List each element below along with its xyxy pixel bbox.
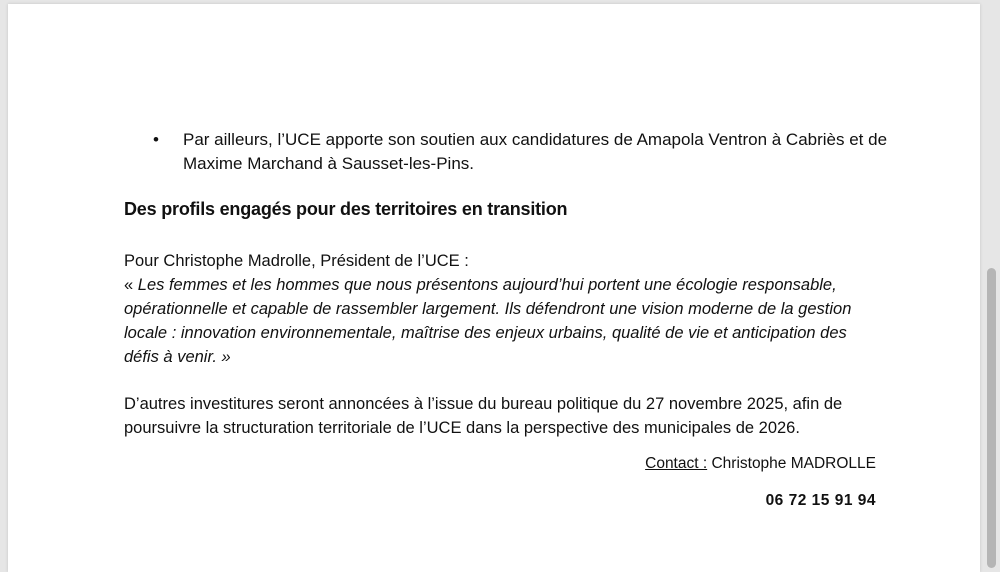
contact-label: Contact : [645,455,708,472]
contact-name: Christophe MADROLLE [707,455,876,472]
contact-phone: 06 72 15 91 94 [765,492,876,509]
quote-open-mark: « [124,276,138,294]
quote-paragraph [124,273,884,369]
list-item [153,128,893,176]
bullet-marker: • [153,130,159,149]
contact-line [645,455,876,473]
vertical-scrollbar[interactable] [987,268,996,568]
section-heading: Des profils engagés pour des territoires en transition [124,199,568,219]
quote-intro: Pour Christophe Madrolle, Président de l’UCE : [124,252,469,270]
bullet-text: Par ailleurs, l’UCE apporte son soutien aux candidatures de Amapola Ventron à Cabriès et de Maxime Marchand à Sausset-les-Pins. [183,130,888,173]
document-page [8,4,980,572]
closing-paragraph: D’autres investitures seront annoncées à l’issue du bureau politique du 27 novembre 2025, afin de poursuivre la structuration territoriale de l’UCE dans la perspective des municipales de 2026. [124,395,843,437]
quote-text: Les femmes et les hommes que nous présentons aujourd’hui portent une écologie responsable, opérationnelle et capable de rassembler largement. Ils défendront une vision moderne de la gestion locale : innovation environnementale, maîtrise des enjeux urbains, qualité de vie et anticipation des défis à venir. » [124,276,852,366]
